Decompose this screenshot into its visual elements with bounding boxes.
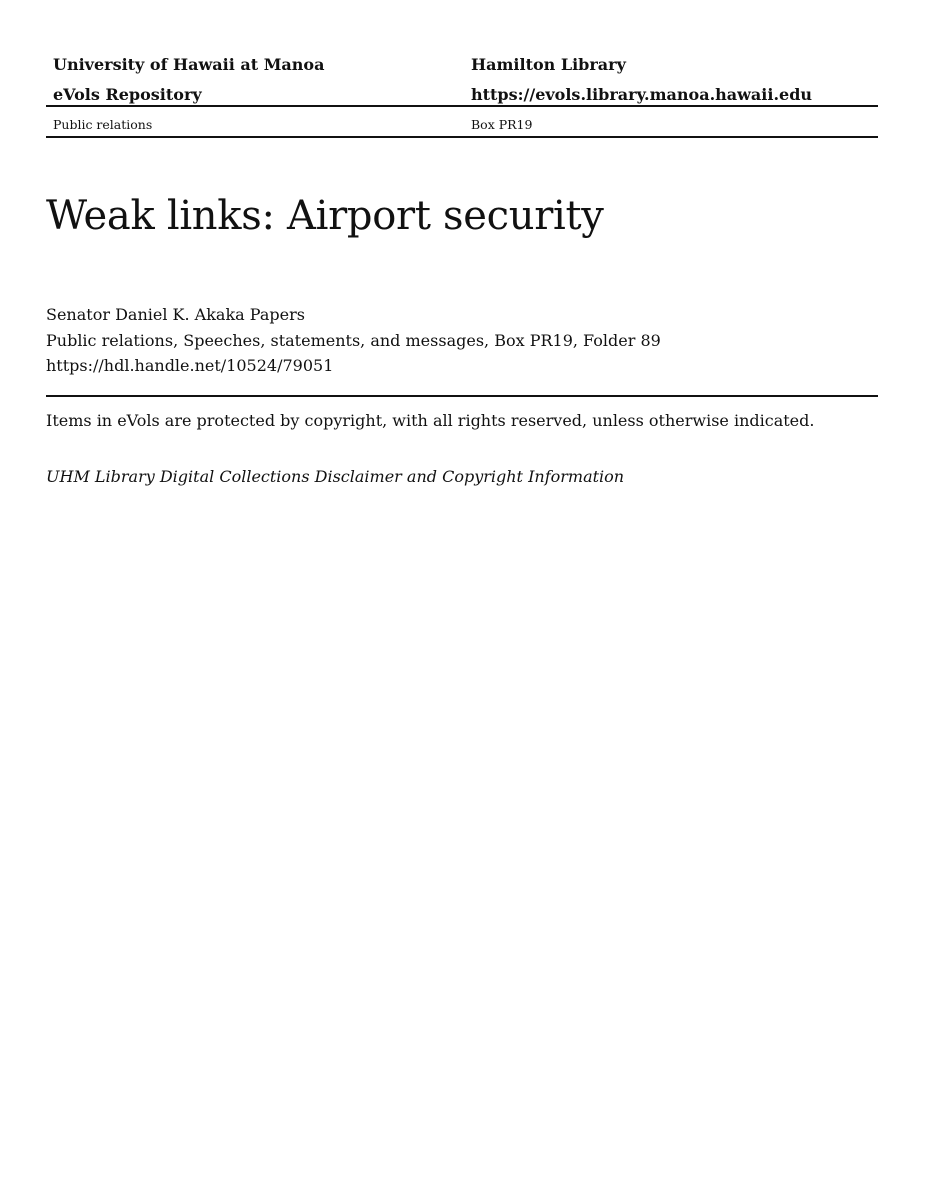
handle-link[interactable]: https://hdl.handle.net/10524/79051 bbox=[46, 356, 334, 375]
institution-name: University of Hawaii at Manoa bbox=[53, 55, 325, 74]
series-name: Public relations bbox=[46, 106, 464, 137]
divider bbox=[46, 395, 878, 397]
header-row-institution bbox=[46, 52, 878, 75]
collection-name: Senator Daniel K. Akaka Papers bbox=[46, 305, 305, 324]
cover-sheet bbox=[46, 52, 878, 486]
disclaimer-link[interactable]: UHM Library Digital Collections Disclaimer and Copyright Information bbox=[46, 467, 625, 486]
header-row-repository bbox=[46, 75, 878, 106]
repository-url-link[interactable]: https://evols.library.manoa.hawaii.edu bbox=[464, 75, 878, 106]
header-row-series bbox=[46, 106, 878, 137]
library-name: Hamilton Library bbox=[471, 55, 626, 74]
header-table bbox=[46, 52, 878, 138]
repository-name: eVols Repository bbox=[46, 75, 464, 106]
document-metadata bbox=[46, 302, 661, 379]
box-number: Box PR19 bbox=[464, 106, 878, 137]
document-title: Weak links: Airport security bbox=[46, 193, 604, 239]
folder-location: Public relations, Speeches, statements, and messages, Box PR19, Folder 89 bbox=[46, 330, 661, 350]
rights-statement: Items in eVols are protected by copyright, with all rights reserved, unless otherwise indicated. bbox=[46, 411, 815, 430]
